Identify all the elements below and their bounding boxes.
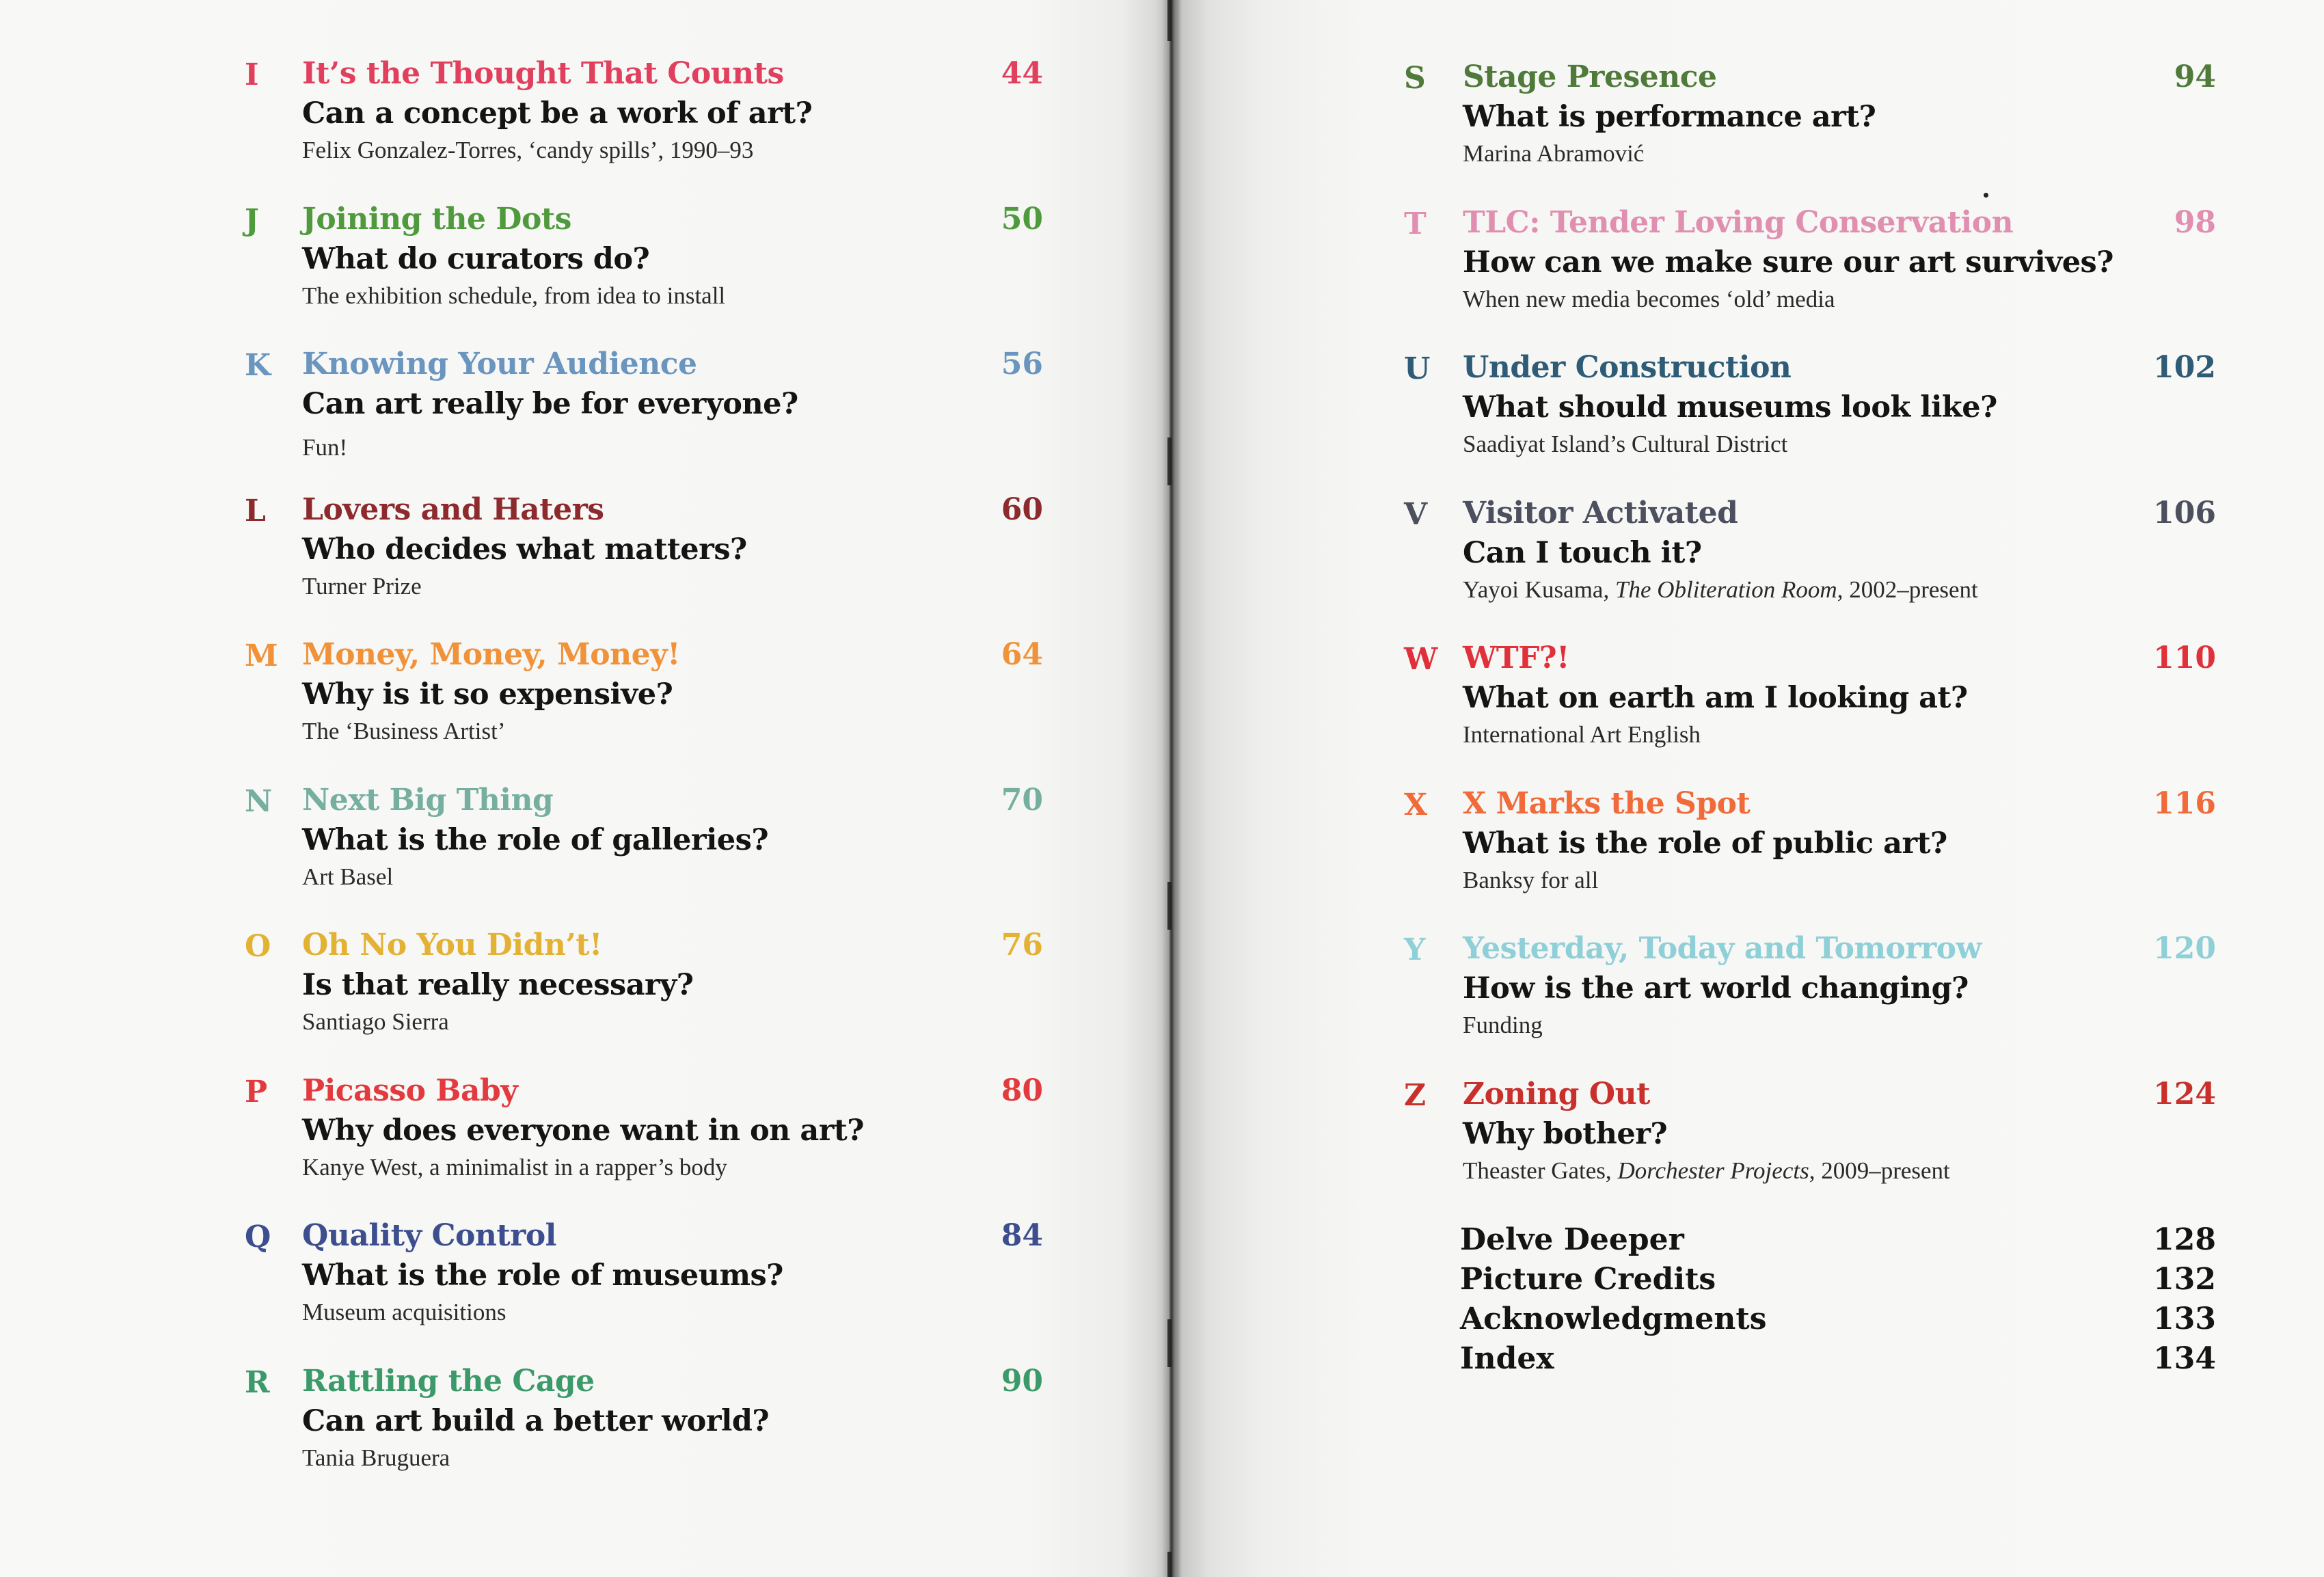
section-letter: X xyxy=(1404,787,1428,822)
section-title: Lovers and Haters xyxy=(302,491,604,527)
page-number: 56 xyxy=(1001,347,1043,381)
subtitle-text: Yayoi Kusama, xyxy=(1463,576,1615,603)
section-title: Visitor Activated xyxy=(1463,495,1738,530)
section-title: It’s the Thought That Counts xyxy=(302,56,784,91)
section-question: Why does everyone want in on art? xyxy=(302,1113,864,1148)
section-question: What should museums look like? xyxy=(1463,390,1997,424)
section-letter: W xyxy=(1404,642,1438,677)
section-question: Why bother? xyxy=(1463,1116,1668,1151)
section-subtitle: Santiago Sierra xyxy=(302,1008,449,1035)
page-number: 116 xyxy=(2153,785,2216,821)
section-question: Can art really be for everyone? xyxy=(302,387,798,421)
back-matter-page-number: 132 xyxy=(2153,1262,2216,1297)
back-matter-page-number: 128 xyxy=(2153,1222,2216,1257)
binding-stitch xyxy=(1167,437,1172,485)
binding-stitch xyxy=(1167,0,1172,41)
section-question: What is the role of public art? xyxy=(1463,826,1947,861)
section-subtitle: Museum acquisitions xyxy=(302,1299,506,1325)
section-letter: U xyxy=(1404,351,1431,386)
section-letter: T xyxy=(1404,206,1427,241)
section-title: Joining the Dots xyxy=(302,201,571,237)
page-number: 98 xyxy=(2174,204,2216,240)
section-subtitle: Art Basel xyxy=(302,863,394,890)
section-question: Can art build a better world? xyxy=(302,1403,770,1438)
section-letter: N xyxy=(245,783,273,819)
back-matter-page-number: 133 xyxy=(2153,1302,2216,1336)
section-title: WTF?! xyxy=(1463,641,1569,675)
section-subtitle xyxy=(1463,575,1978,605)
section-title: Rattling the Cage xyxy=(302,1363,595,1399)
section-subtitle: Tania Bruguera xyxy=(302,1444,450,1471)
section-title: Next Big Thing xyxy=(302,782,554,818)
section-letter: O xyxy=(245,929,271,964)
section-subtitle: International Art English xyxy=(1463,721,1701,748)
page-number: 120 xyxy=(2153,931,2216,966)
subtitle-work-title: Dorchester Projects xyxy=(1617,1157,1809,1184)
ink-speck xyxy=(1984,193,1988,198)
section-title: Stage Presence xyxy=(1463,59,1717,94)
binding-stitch xyxy=(1167,1552,1172,1577)
section-subtitle: Felix Gonzalez-Torres, ‘candy spills’, 1990–93 xyxy=(302,137,754,163)
back-matter-item: Index xyxy=(1460,1341,1554,1376)
page-number: 80 xyxy=(1001,1073,1043,1108)
binding-stitch xyxy=(1167,1319,1172,1367)
section-question: Who decides what matters? xyxy=(302,532,747,567)
section-question: Can a concept be a work of art? xyxy=(302,96,813,131)
section-subtitle: Banksy for all xyxy=(1463,866,1599,893)
binding-stitch xyxy=(1167,882,1172,930)
section-question: What on earth am I looking at? xyxy=(1463,681,1968,715)
section-subtitle: Fun! xyxy=(302,434,348,461)
section-question: What do curators do? xyxy=(302,241,650,276)
section-subtitle: Marina Abramović xyxy=(1463,140,1645,167)
section-letter: J xyxy=(245,202,259,238)
back-matter-item: Picture Credits xyxy=(1460,1262,1716,1297)
section-letter: K xyxy=(245,348,271,383)
section-title: Under Construction xyxy=(1463,350,1792,385)
section-letter: V xyxy=(1404,496,1428,532)
section-title: Money, Money, Money! xyxy=(302,637,680,672)
section-question: Why is it so expensive? xyxy=(302,677,673,712)
section-subtitle: Kanye West, a minimalist in a rapper’s body xyxy=(302,1153,727,1181)
section-letter: Q xyxy=(245,1219,271,1254)
section-title: X Marks the Spot xyxy=(1463,785,1751,821)
section-title: Picasso Baby xyxy=(302,1073,518,1108)
section-subtitle: When new media becomes ‘old’ media xyxy=(1463,285,1835,312)
back-matter-item: Delve Deeper xyxy=(1460,1222,1684,1257)
section-question: How can we make sure our art survives? xyxy=(1463,245,2113,280)
section-letter: Y xyxy=(1404,932,1426,967)
subtitle-text: Theaster Gates, xyxy=(1463,1157,1618,1184)
section-title: Yesterday, Today and Tomorrow xyxy=(1463,931,1982,966)
section-title: Zoning Out xyxy=(1463,1076,1650,1111)
section-question: Is that really necessary? xyxy=(302,968,694,1002)
section-subtitle: Funding xyxy=(1463,1012,1543,1038)
page-number: 70 xyxy=(1001,782,1043,818)
page-number: 76 xyxy=(1001,928,1043,962)
back-matter-page-number: 134 xyxy=(2153,1341,2216,1376)
section-subtitle: The ‘Business Artist’ xyxy=(302,718,506,744)
section-question: What is performance art? xyxy=(1463,100,1876,134)
page-number: 44 xyxy=(1001,56,1043,91)
page-number: 90 xyxy=(1001,1363,1043,1399)
page-number: 94 xyxy=(2174,59,2216,94)
section-letter: M xyxy=(245,638,278,673)
page-number: 64 xyxy=(1001,637,1043,672)
section-letter: R xyxy=(245,1364,270,1400)
section-subtitle xyxy=(1463,1156,1950,1186)
section-title: Knowing Your Audience xyxy=(302,347,697,381)
section-question: What is the role of galleries? xyxy=(302,822,769,857)
page-number: 60 xyxy=(1001,491,1043,527)
page-number: 50 xyxy=(1001,201,1043,237)
section-subtitle: The exhibition schedule, from idea to install xyxy=(302,282,726,309)
page-number: 106 xyxy=(2153,495,2216,530)
page-number: 124 xyxy=(2153,1076,2216,1111)
section-title: TLC: Tender Loving Conservation xyxy=(1463,204,2014,240)
subtitle-text: , 2002–present xyxy=(1837,576,1978,603)
subtitle-work-title: The Obliteration Room xyxy=(1614,576,1837,603)
page-number: 110 xyxy=(2153,641,2216,675)
section-subtitle: Turner Prize xyxy=(302,572,422,599)
section-question: How is the art world changing? xyxy=(1463,971,1969,1006)
section-letter: S xyxy=(1404,61,1426,96)
section-letter: P xyxy=(245,1074,268,1109)
back-matter-item: Acknowledgments xyxy=(1460,1302,1767,1336)
section-letter: L xyxy=(245,493,266,528)
section-letter: Z xyxy=(1404,1077,1427,1113)
section-title: Quality Control xyxy=(302,1218,556,1253)
section-question: Can I touch it? xyxy=(1463,535,1702,570)
section-title: Oh No You Didn’t! xyxy=(302,928,602,962)
section-letter: I xyxy=(245,57,259,92)
section-subtitle: Saadiyat Island’s Cultural District xyxy=(1463,431,1788,457)
subtitle-text: , 2009–present xyxy=(1809,1157,1950,1184)
page-number: 102 xyxy=(2153,350,2216,385)
page-number: 84 xyxy=(1001,1218,1043,1253)
section-question: What is the role of museums? xyxy=(302,1258,783,1293)
